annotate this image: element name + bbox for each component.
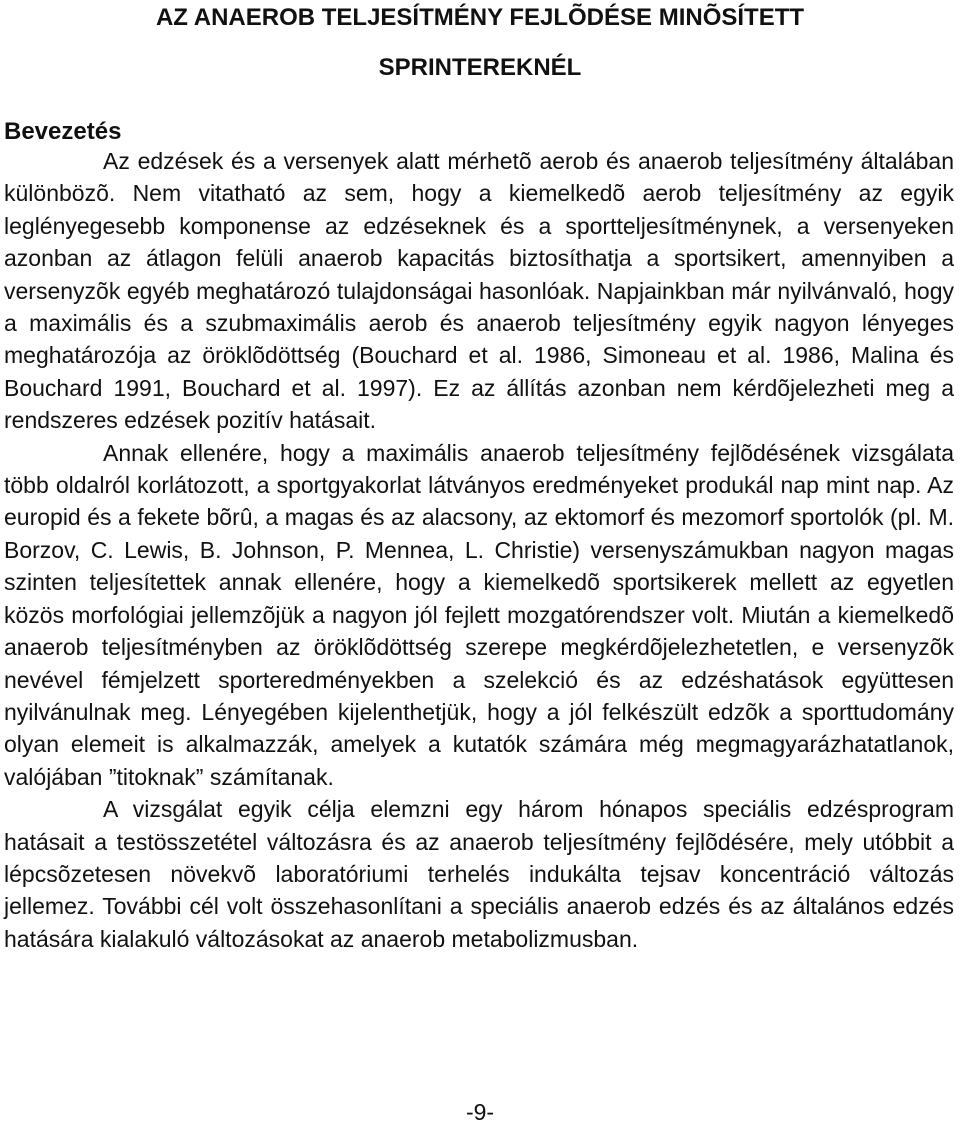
document-title-line-1: AZ ANAEROB TELJESÍTMÉNY FEJLÕDÉSE MINÕSÍTETT [155, 4, 805, 31]
paragraph-3: A vizsgálat egyik célja elemzni egy három hónapos speciális edzésprogram hatásait a testösszetétel változásra és az anaerob teljesítmény fejlõdésére, mely utóbbit a lépcsõzetesen növekvõ laboratóriumi terhelés indukálta tejsav koncentráció változás jellemez. További cél volt összehasonlítani a speciális anaerob edzés és az általános edzés hatására kialakuló változásokat az anaerob metabolizmusban. [4, 796, 954, 952]
paragraph-2: Annak ellenére, hogy a maximális anaerob teljesítmény fejlõdésének vizsgálata több oldalról korlátozott, a sportgyakorlat látványos eredményeket produkál nap mint nap. Az europid és a fekete bõrû, a magas és az alacsony, az ektomorf és mezomorf sportolók (pl. M. Borzov, C. Lewis, B. Johnson, P. Mennea, L. Christie) versenyszámukban nagyon magas szinten teljesítettek annak ellenére, hogy a kiemelkedõ sportsikerek mellett az egyetlen közös morfológiai jellemzõjük a nagyon jól fejlett mozgatórendszer volt. Miután a kiemelkedõ anaerob teljesítményben az öröklõdöttség szerepe megkérdõjelezhetetlen, e versenyzõk nevével fémjelzett sporteredményekben a szelekció és az edzéshatások együttesen nyilvánulnak meg. Lényegében kijelenthetjük, hogy a jól felkészült edzõk a sporttudomány olyan elemeit is alkalmazzák, amelyek a kutatók számára még megmagyarázhatatlanok, valójában ”titoknak” számítanak. [4, 439, 954, 790]
body-text [4, 145, 954, 955]
page-number: -9- [465, 1099, 495, 1125]
section-heading: Bevezetés [4, 118, 122, 145]
document-title-line-2: SPRINTEREKNÉL [378, 54, 582, 81]
paragraph-1: Az edzések és a versenyek alatt mérhetõ aerob és anaerob teljesítmény általában különbözõ. Nem vitatható az sem, hogy a kiemelkedõ aerob teljesítmény az egyik leglényegesebb komponense az edzéseknek és a sportteljesítménynek, a versenyeken azonban az átlagon felüli anaerob kapacitás biztosíthatja a sportsikert, amennyiben a versenyzõk egyéb meghatározó tulajdonságai hasonlóak. Napjainkban már nyilvánvaló, hogy a maximális és a szubmaximális aerob és anaerob teljesítmény egyik nagyon lényeges meghatározója az öröklõdöttség (Bouchard et al. 1986, Simoneau et al. 1986, Malina és Bouchard 1991, Bouchard et al. 1997). Ez az állítás azonban nem kérdõjelezheti meg a rendszeres edzések pozitív hatásait. [4, 148, 954, 434]
